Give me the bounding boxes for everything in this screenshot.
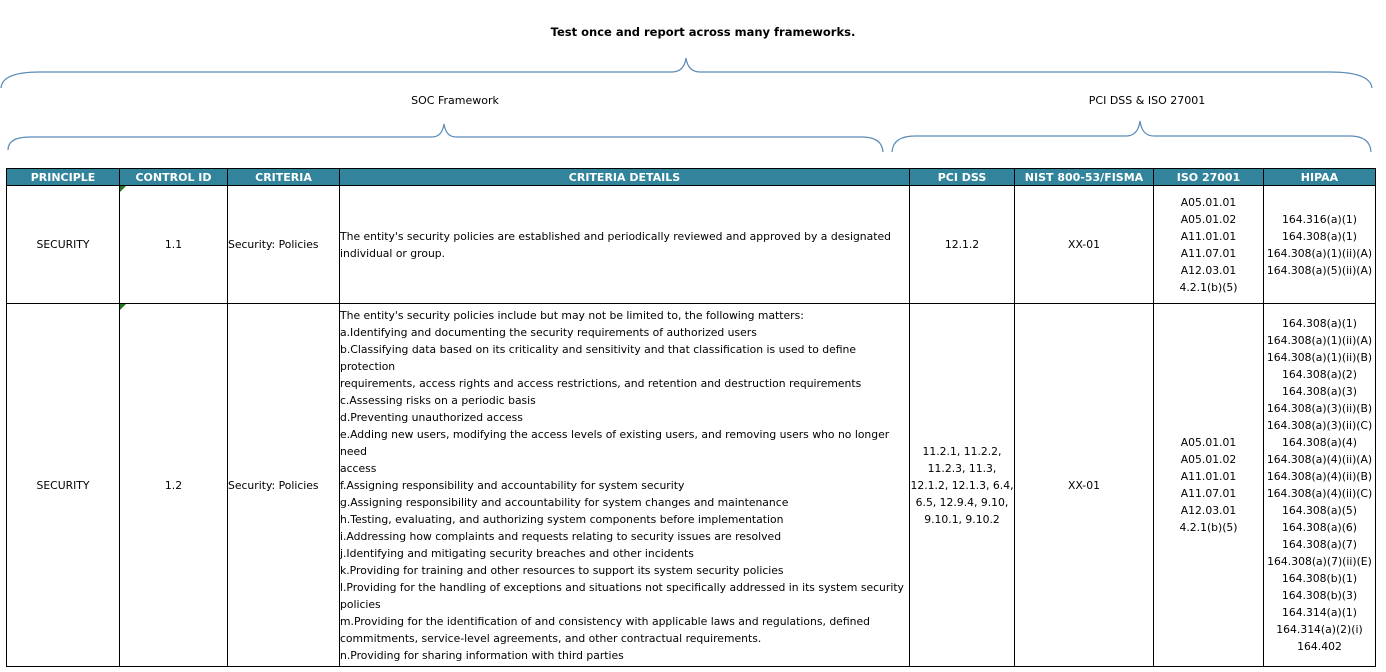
cell-line: 6.5, 12.9.4, 9.10, <box>915 495 1009 509</box>
top-brace <box>1 58 1372 88</box>
cell-line: i.Addressing how complaints and requests relating to security issues are resolved <box>340 529 782 543</box>
cell-line: access <box>340 461 377 475</box>
cell-line: 12.1.2, 12.1.3, 6.4, <box>910 478 1014 492</box>
cell-line: 12.1.2 <box>944 238 980 251</box>
criteria-cell: Security: Policies <box>228 304 340 667</box>
control-id-value: 1.2 <box>164 478 183 492</box>
nist-cell: XX-01 <box>1015 304 1154 667</box>
cell-line: c.Assessing risks on a periodic basis <box>340 393 536 407</box>
cell-line: 164.308(a)(7)(ii)(E) <box>1267 555 1372 568</box>
controls-table <box>6 168 1376 667</box>
cell-line: A12.03.01 <box>1180 263 1237 277</box>
framework-braces <box>0 0 1386 160</box>
iso-cell <box>1154 186 1264 304</box>
cell-line: A11.01.01 <box>1180 229 1237 243</box>
cell-line: 164.308(a)(5)(ii)(A) <box>1266 263 1373 277</box>
cell-line: commitments, service-level agreements, and other contractual requirements. <box>340 631 762 645</box>
cell-line: 11.2.1, 11.2.2, <box>922 444 1002 458</box>
cell-line: policies <box>340 597 381 611</box>
cell-line: 164.308(a)(1)(ii)(B) <box>1266 351 1373 364</box>
table-row <box>7 304 1376 667</box>
cell-line: 11.2.3, 11.3, <box>927 461 997 475</box>
cell-line: 164.314(a)(1) <box>1282 606 1357 619</box>
cell-line: f.Assigning responsibility and accountability for system security <box>340 478 685 492</box>
col-header-criteria: CRITERIA <box>228 169 340 186</box>
hipaa-cell <box>1264 186 1376 304</box>
header-row <box>7 169 1376 186</box>
cell-line: 4.2.1(b)(5) <box>1179 521 1238 534</box>
principle-cell: SECURITY <box>7 186 120 304</box>
cell-line: A05.01.01 <box>1180 436 1237 449</box>
soc-framework-label: SOC Framework <box>411 94 499 107</box>
cell-line: 164.308(a)(3)(ii)(B) <box>1266 402 1373 415</box>
cell-line: 164.308(a)(2) <box>1282 368 1357 381</box>
cell-line: A05.01.01 <box>1180 195 1237 209</box>
cell-line: 4.2.1(b)(5) <box>1179 280 1238 294</box>
cell-line: k.Providing for training and other resources to support its system security policies <box>340 563 784 577</box>
cell-line: A11.07.01 <box>1180 246 1237 260</box>
iso-cell <box>1154 304 1264 667</box>
cell-line: 164.402 <box>1297 640 1342 653</box>
criteria-details-cell <box>340 186 910 304</box>
cell-line: 9.10.1, 9.10.2 <box>924 512 1000 526</box>
cell-line: A11.07.01 <box>1180 487 1237 500</box>
col-header-principle: PRINCIPLE <box>7 169 120 186</box>
criteria-details-cell <box>340 304 910 667</box>
comment-marker-icon <box>120 304 126 310</box>
cell-line: 164.308(a)(1)(ii)(A) <box>1266 246 1373 260</box>
control-id-cell <box>120 304 228 667</box>
col-header-nist: NIST 800-53/FISMA <box>1015 169 1154 186</box>
cell-line: a.Identifying and documenting the security requirements of authorized users <box>340 325 757 339</box>
col-header-hipaa: HIPAA <box>1264 169 1376 186</box>
col-header-criteria-details: CRITERIA DETAILS <box>340 169 910 186</box>
cell-line: 164.308(a)(5) <box>1282 504 1357 517</box>
criteria-cell: Security: Policies <box>228 186 340 304</box>
cell-line: 164.308(a)(3)(ii)(C) <box>1266 419 1373 432</box>
cell-line: 164.308(a)(1) <box>1282 229 1357 243</box>
cell-line: n.Providing for sharing information with third parties <box>340 648 624 662</box>
cell-line: A05.01.02 <box>1180 453 1237 466</box>
cell-line: requirements, access rights and access restrictions, and retention and destruction requirements <box>340 376 862 390</box>
cell-line: h.Testing, evaluating, and authorizing system components before implementation <box>340 512 784 526</box>
cell-line: l.Providing for the handling of exceptions and situations not specifically addressed in its system security <box>340 580 904 594</box>
principle-cell: SECURITY <box>7 304 120 667</box>
cell-line: 164.314(a)(2)(i) <box>1276 623 1363 636</box>
cell-line: 164.308(a)(4)(ii)(A) <box>1266 453 1373 466</box>
comment-marker-icon <box>120 186 126 192</box>
cell-line: 164.308(a)(4) <box>1282 436 1357 449</box>
hipaa-cell <box>1264 304 1376 667</box>
soc-brace <box>8 124 883 152</box>
pci-iso-brace <box>892 121 1371 152</box>
cell-line: d.Preventing unauthorized access <box>340 410 523 424</box>
col-header-control-id: CONTROL ID <box>120 169 228 186</box>
cell-line: 164.308(a)(1)(ii)(A) <box>1266 334 1373 347</box>
cell-line: g.Assigning responsibility and accountability for system changes and maintenance <box>340 495 789 509</box>
cell-line: 164.308(a)(7) <box>1282 538 1357 551</box>
cell-line: m.Providing for the identification of and consistency with applicable laws and regulations, defined <box>340 614 870 628</box>
cell-line: 164.308(b)(1) <box>1281 572 1358 585</box>
col-header-pci-dss: PCI DSS <box>910 169 1015 186</box>
nist-cell: XX-01 <box>1015 186 1154 304</box>
control-id-value: 1.1 <box>164 238 183 251</box>
pci-iso-label: PCI DSS & ISO 27001 <box>1088 94 1206 107</box>
cell-line: 164.316(a)(1) <box>1282 212 1357 226</box>
table-row <box>7 186 1376 304</box>
cell-line: The entity's security policies include but may not be limited to, the following matters: <box>340 308 804 322</box>
col-header-iso: ISO 27001 <box>1154 169 1264 186</box>
cell-line: 164.308(a)(4)(ii)(C) <box>1266 487 1373 500</box>
cell-line: The entity's security policies are established and periodically reviewed and approved by a designated <box>340 229 891 243</box>
pci-dss-cell <box>910 304 1015 667</box>
page-headline: Test once and report across many frameworks. <box>550 25 856 39</box>
cell-line: 164.308(a)(6) <box>1282 521 1357 534</box>
cell-line: e.Adding new users, modifying the access levels of existing users, and removing users who no longer need <box>340 427 890 458</box>
cell-line: b.Classifying data based on its criticality and sensitivity and that classification is used to define protection <box>340 342 857 373</box>
cell-line: 164.308(a)(1) <box>1282 317 1357 330</box>
cell-line: A11.01.01 <box>1180 470 1237 483</box>
pci-dss-cell <box>910 186 1015 304</box>
cell-line: 164.308(b)(3) <box>1281 589 1358 602</box>
cell-line: j.Identifying and mitigating security breaches and other incidents <box>340 546 694 560</box>
cell-line: A05.01.02 <box>1180 212 1237 226</box>
cell-line: A12.03.01 <box>1180 504 1237 517</box>
cell-line: 164.308(a)(3) <box>1282 385 1357 398</box>
control-id-cell <box>120 186 228 304</box>
cell-line: 164.308(a)(4)(ii)(B) <box>1266 470 1373 483</box>
cell-line: individual or group. <box>340 246 446 260</box>
